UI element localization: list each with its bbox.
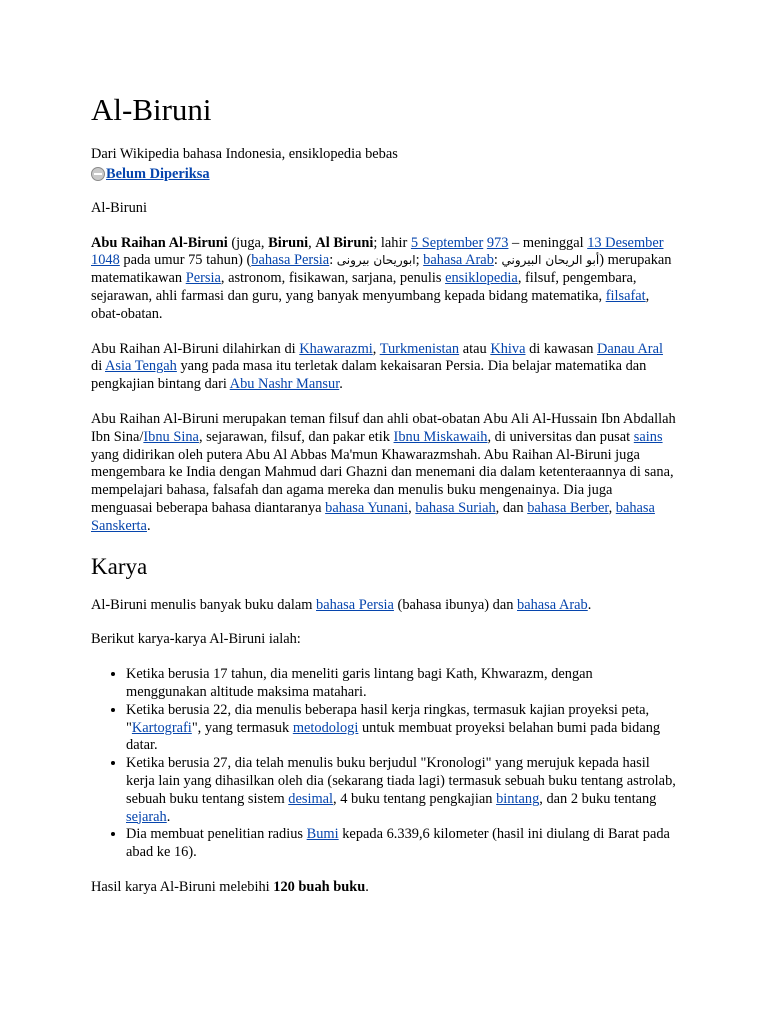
bahasa-suriah-link[interactable]: bahasa Suriah (415, 499, 496, 516)
ibnu-sina-link[interactable]: Ibnu Sina (143, 428, 199, 445)
bahasa-yunani-link[interactable]: bahasa Yunani (325, 499, 409, 516)
bintang-link[interactable]: bintang (496, 790, 540, 807)
bahasa-arab-link[interactable]: bahasa Arab (517, 596, 588, 613)
birth-date-link[interactable]: 5 September (410, 234, 484, 251)
arabic-name: أبو الريحان البيروني (501, 253, 600, 268)
works-total-paragraph: Hasil karya Al-Biruni melebihi 120 buah buku. (91, 878, 369, 895)
works-list (91, 666, 677, 862)
asia-tengah-link[interactable]: Asia Tengah (105, 358, 177, 375)
arabic-language-link[interactable]: bahasa Arab (423, 252, 494, 269)
sejarah-link[interactable]: sejarah (126, 808, 167, 825)
review-status-icon (91, 167, 105, 181)
danau-aral-link[interactable]: Danau Aral (597, 340, 663, 357)
birth-year-link[interactable]: 973 (486, 234, 509, 251)
ensiklopedia-link[interactable]: ensiklopedia (445, 270, 518, 287)
works-intro-paragraph: Al-Biruni menulis banyak buku dalam bahasa Persia (bahasa ibunya) dan bahasa Arab. (91, 596, 592, 613)
sains-link[interactable]: sains (633, 428, 663, 445)
death-year-link[interactable]: 1048 (91, 252, 120, 269)
ibnu-miskawaih-link[interactable]: Ibnu Miskawaih (393, 428, 488, 445)
companions-paragraph: Abu Raihan Al-Biruni merupakan teman filsuf dan ahli obat-obatan Abu Ali Al-Hussain Ibn Abdallah Ibn Sina/Ibnu Sina, sejarawan, filsuf, dan pakar etik Ibnu Miskawaih, di universitas dan pusat sains yang didirikan oleh putera Abu Al Abbas Ma'mun Khawarazmshah. Abu Raihan Al-Biruni juga mengembara ke India dengan Mahmud dari Ghazni dan menemani dia dalam ketenteraannya di sana, mempelajari bahasa, falsafah dan agama mereka dan menulis buku mengenainya. Dia juga menguasai beberapa bahasa diantaranya bahasa Yunani, bahasa Suriah, dan bahasa Berber, bahasa Sanskerta. (91, 410, 676, 534)
turkmenistan-link[interactable]: Turkmenistan (379, 340, 460, 357)
list-item: • Ketika berusia 27, dia telah menulis buku berjudul "Kronologi" yang merujuk kepada hasil kerja lain yang dihasilkan oleh dia (sekarang tiada lagi) termasuk sebuah buku tentang astrolab, sebuah buku tentang sistem desimal, 4 buku tentang pengkajian bintang, dan 2 buku tentang sejarah. (126, 755, 677, 826)
works-list-intro: Berikut karya-karya Al-Biruni ialah: (91, 631, 301, 648)
list-item: • Dia membuat penelitian radius Bumi kepada 6.339,6 kilometer (hasil ini diulang di Barat pada abad ke 16). (126, 826, 677, 862)
list-item: • Ketika berusia 22, dia menulis beberapa hasil kerja ringkas, termasuk kajian proyeksi peta, "Kartografi", yang termasuk metodologi untuk membuat proyeksi belahan bumi pada bidang datar. (126, 702, 677, 755)
section-heading-karya: Karya (91, 553, 148, 579)
bahasa-berber-link[interactable]: bahasa Berber (527, 499, 609, 516)
review-status (91, 166, 677, 183)
bahasa-persia-link[interactable]: bahasa Persia (316, 596, 394, 613)
khawarazmi-link[interactable]: Khawarazmi (299, 340, 373, 357)
abu-nashr-mansur-link[interactable]: Abu Nashr Mansur (229, 376, 340, 393)
intro-paragraph: Abu Raihan Al-Biruni (juga, Biruni, Al Biruni; lahir 5 September 973 – meninggal 13 Desember 1048 pada umur 75 tahun) (bahasa Persia: ابوریحان بیرونی; bahasa Arab: أبو الريحان البيروني) merupakan matematikawan Persia, astronom, fisikawan, sarjana, penulis ensiklopedia, filsuf, pengembara, sejarawan, ahli farmasi dan guru, yang banyak menyumbang kepada bidang matematika, filsafat, obat-obatan. (91, 234, 672, 322)
kartografi-link[interactable]: Kartografi (131, 719, 192, 736)
review-status-link[interactable]: Belum Diperiksa (106, 165, 210, 182)
lead-name: Al-Biruni (91, 199, 147, 216)
subject-name: Abu Raihan Al-Biruni (91, 234, 228, 251)
site-subtitle: Dari Wikipedia bahasa Indonesia, ensiklopedia bebas (91, 146, 398, 162)
persian-language-link[interactable]: bahasa Persia (251, 252, 330, 269)
bumi-link[interactable]: Bumi (306, 826, 339, 843)
metodologi-link[interactable]: metodologi (292, 719, 359, 736)
filsafat-link[interactable]: filsafat (605, 287, 646, 304)
khiva-link[interactable]: Khiva (490, 340, 526, 357)
desimal-link[interactable]: desimal (288, 790, 334, 807)
birthplace-paragraph: Abu Raihan Al-Biruni dilahirkan di Khawarazmi, Turkmenistan atau Khiva di kawasan Danau Aral di Asia Tengah yang pada masa itu terletak dalam kekaisaran Persia. Dia belajar matematika dan pengkajian bintang dari Abu Nashr Mansur. (91, 340, 663, 393)
list-item: • Ketika berusia 17 tahun, dia meneliti garis lintang bagi Kath, Khwarazm, dengan menggunakan altitude maksima matahari. (126, 666, 677, 702)
persia-link[interactable]: Persia (185, 270, 221, 287)
works-count: 120 buah buku (273, 878, 366, 895)
persian-name: ابوریحان بیرونی (336, 253, 416, 268)
page-title: Al-Biruni (91, 92, 212, 127)
death-date-link[interactable]: 13 Desember (587, 234, 664, 251)
bahasa-sanskerta-link[interactable]: bahasa Sanskerta (91, 499, 655, 534)
